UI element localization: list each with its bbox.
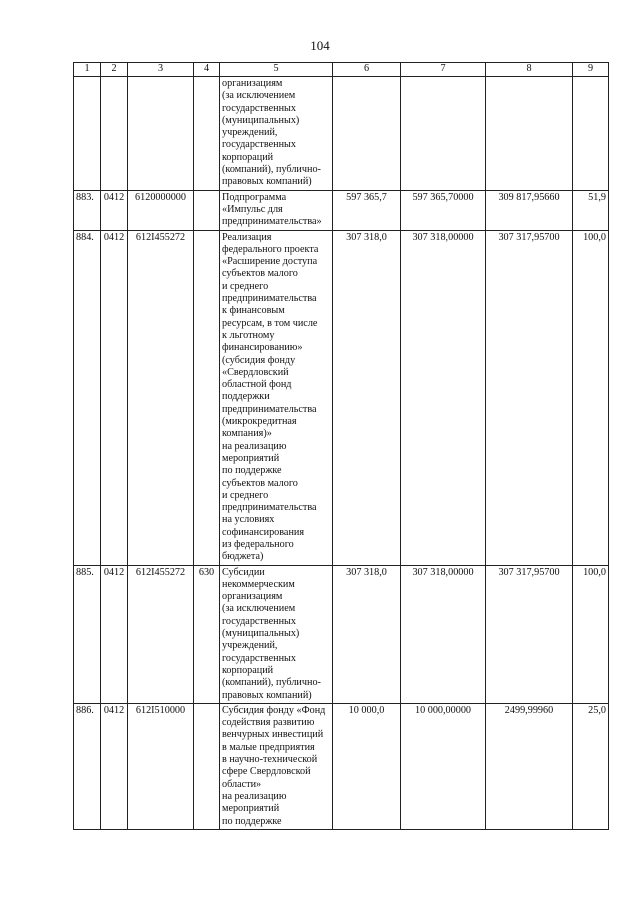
column-header: 1 [74, 63, 101, 77]
item-name [220, 565, 333, 703]
column-header: 9 [573, 63, 609, 77]
item-name-text: Субсидия фонду «Фонд содействия развитию венчурных инвестиций в малые предприятия в научно-технической сфере Свердловской области» на реализацию мероприятий по поддержке [222, 704, 326, 827]
item-name [220, 77, 333, 191]
header-row [74, 63, 609, 77]
plan-amount: 10 000,0 [333, 703, 401, 829]
item-name-text: Реализация федерального проекта «Расширение доступа субъектов малого и среднего предпринимательства к финансовым ресурсам, в том числе к льготному финансированию» (субсидия фонду «Свердловский областной фонд поддержки предпринимательства (микрокредитная компания)» на реализацию мероприятий по поддержке субъектов малого и среднего предпринимательства на условиях софинансирования из федерального бюджета) [222, 231, 319, 563]
section-code: 0412 [101, 703, 128, 829]
table-row [74, 230, 609, 565]
executed-amount: 307 317,95700 [486, 565, 573, 703]
refined-amount: 597 365,70000 [401, 190, 486, 230]
execution-percent [573, 77, 609, 191]
row-number: 885. [74, 565, 101, 703]
expense-type-code: 630 [194, 565, 220, 703]
item-name [220, 190, 333, 230]
row-number [74, 77, 101, 191]
executed-amount: 309 817,95660 [486, 190, 573, 230]
item-name-text: организациям (за исключением государственных (муниципальных) учреждений, государственных корпораций (компаний), публично- правовых компаний) [222, 78, 321, 188]
refined-amount: 307 318,00000 [401, 230, 486, 565]
executed-amount [486, 77, 573, 191]
row-number: 884. [74, 230, 101, 565]
execution-percent: 100,0 [573, 230, 609, 565]
row-number: 883. [74, 190, 101, 230]
table-row [74, 77, 609, 191]
section-code: 0412 [101, 565, 128, 703]
item-name [220, 703, 333, 829]
refined-amount [401, 77, 486, 191]
expense-type-code [194, 703, 220, 829]
plan-amount: 307 318,0 [333, 565, 401, 703]
section-code [101, 77, 128, 191]
target-code: 6120000000 [128, 190, 194, 230]
column-header: 8 [486, 63, 573, 77]
execution-percent: 51,9 [573, 190, 609, 230]
target-code: 612I455272 [128, 230, 194, 565]
page-number: 104 [310, 38, 330, 53]
column-header: 2 [101, 63, 128, 77]
execution-percent: 100,0 [573, 565, 609, 703]
plan-amount: 307 318,0 [333, 230, 401, 565]
column-header: 3 [128, 63, 194, 77]
table-row [74, 565, 609, 703]
target-code: 612I455272 [128, 565, 194, 703]
column-header: 4 [194, 63, 220, 77]
table-row [74, 190, 609, 230]
expense-type-code [194, 190, 220, 230]
executed-amount: 2499,99960 [486, 703, 573, 829]
item-name [220, 230, 333, 565]
section-code: 0412 [101, 190, 128, 230]
refined-amount: 307 318,00000 [401, 565, 486, 703]
item-name-text: Подпрограмма «Импульс для предпринимательства» [222, 191, 322, 228]
target-code: 612I510000 [128, 703, 194, 829]
column-header: 7 [401, 63, 486, 77]
column-header: 5 [220, 63, 333, 77]
refined-amount: 10 000,00000 [401, 703, 486, 829]
column-header: 6 [333, 63, 401, 77]
section-code: 0412 [101, 230, 128, 565]
plan-amount [333, 77, 401, 191]
execution-percent: 25,0 [573, 703, 609, 829]
target-code [128, 77, 194, 191]
table-row [74, 703, 609, 829]
row-number: 886. [74, 703, 101, 829]
expense-type-code [194, 230, 220, 565]
plan-amount: 597 365,7 [333, 190, 401, 230]
expense-type-code [194, 77, 220, 191]
budget-table [73, 62, 609, 830]
item-name-text: Субсидии некоммерческим организациям (за исключением государственных (муниципальных) учреждений, государственных корпораций (компаний), публично- правовых компаний) [222, 566, 321, 701]
executed-amount: 307 317,95700 [486, 230, 573, 565]
